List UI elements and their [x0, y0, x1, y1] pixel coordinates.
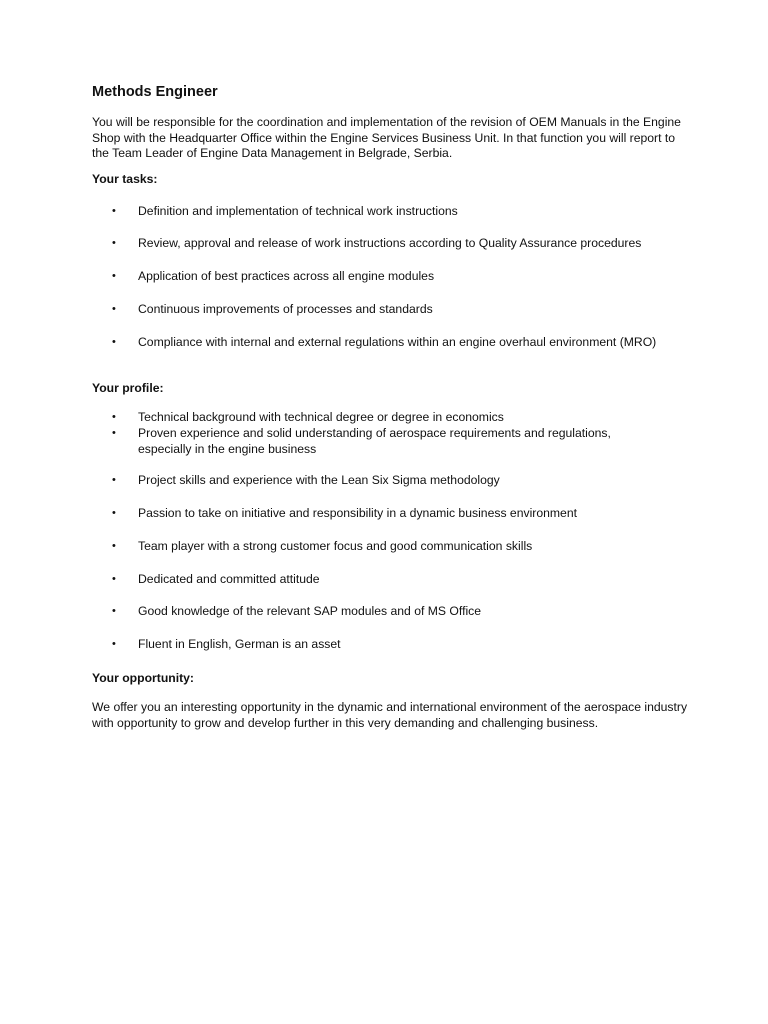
- intro-paragraph: You will be responsible for the coordination and implementation of the revision of OEM Manuals in the Engine Shop with the Headquarter Office within the Engine Services Business Unit. In that function you will report to the Team Leader of Engine Data Management in Belgrade, Serbia.: [92, 115, 681, 160]
- page-title: Methods Engineer: [92, 84, 218, 100]
- tasks-heading: Your tasks:: [92, 172, 158, 186]
- opportunity-heading: Your opportunity:: [92, 671, 194, 685]
- profile-heading: Your profile:: [92, 381, 164, 395]
- opportunity-paragraph: We offer you an interesting opportunity in the dynamic and international environment of the aerospace industry with opportunity to grow and develop further in this very demanding and challenging business.: [92, 700, 688, 730]
